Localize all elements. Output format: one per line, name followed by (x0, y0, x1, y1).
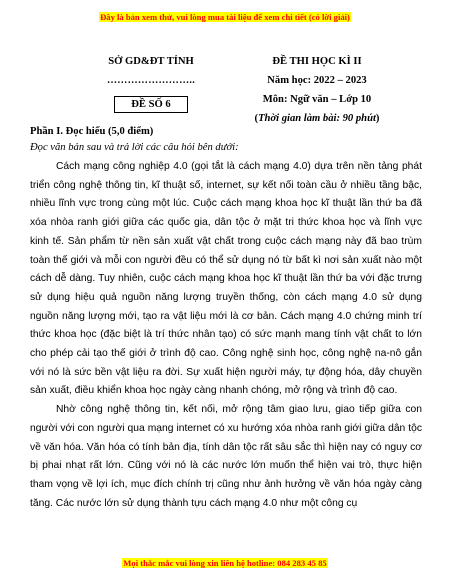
exam-code-box: ĐỀ SỐ 6 (114, 96, 187, 113)
exam-title: ĐỀ THI HỌC KÌ II (272, 56, 362, 67)
hotline-notice-bottom (0, 553, 450, 571)
duration (232, 109, 402, 128)
passage-paragraph-1: Cách mạng công nghiệp 4.0 (gọi tắt là cách mạng 4.0) dựa trên nền tảng phát triển công nghệ thông tin, kĩ thuật số, internet, sự kết nối toàn cầu ở nhiều tầng bậc, nhiều lĩnh vực trong cùng một lúc. Cuộc cách mạng khoa học kĩ thuật lần thứ ba đã xóa nhòa ranh giới giữa các quốc gia, dân tộc ở mặt tri thức khoa học và lĩnh vực kinh tế. Sản phẩm từ nền sản xuất vật chất trong cuộc cách mạng này đã bao trùm toàn thế giới và mỗi con người đều có thể sử dụng nó từ bất kì nơi sản xuất nào một cách dễ dàng. Tuy nhiên, cuộc cách mạng khoa học kĩ thuật lần thứ ba với đặc trưng sử dụng hiệu quả nguồn năng lượng truyền thống, còn cách mạng 4.0 sử dụng nguồn năng lượng mới, tạo ra vật liệu mới là cơ bản. Cách mạng 4.0 chứng minh trí thức khoa học (đặc biệt là trí thức nhân tạo) có sức mạnh mang tính vật chất to lớn cho phép cải tạo thế giới ở trình độ cao. Công nghệ sinh học, công nghệ na-nô gắn với nó là sức bền vật liệu ra đời. Sự xuất hiện người máy, tự động hóa, dây chuyền sản xuất, điều khiển khoa học ngày càng nhanh chóng, mở rộng và trình độ cao. (30, 161, 422, 397)
passage-paragraph-2: Nhờ công nghệ thông tin, kết nối, mở rộng tâm giao lưu, giao tiếp giữa con người với con người qua mạng internet có xu hướng xóa nhòa ranh giới giữa dân tộc về văn hóa. Văn hóa có tính bản địa, tính dân tộc rất sâu sắc thì hiện nay có nguy cơ bị phai nhạt rất lớn. Cũng với nó là các nước lớn muốn thể hiện vai trò, thực hiện tham vọng về lợi ích, mục đích chính trị cũng như ảnh hưởng về văn hóa ngày càng tăng. Các nước lớn sử dụng thành tựu cách mạng 4.0 như một công cụ (30, 404, 422, 509)
duration-close: ) (375, 113, 380, 124)
header-left (76, 52, 226, 113)
department-name: SỞ GD&ĐT TỈNH (108, 56, 194, 67)
header-right (232, 52, 402, 128)
duration-open: ( (254, 113, 259, 124)
preview-notice-text: Đây là bản xem thử, vui lòng mua tài liệu để xem chi tiết (có lời giải) (100, 12, 350, 22)
province-dots: …………………….. (107, 75, 195, 86)
part1-instruction: Đọc văn bản sau và trả lời các câu hỏi bên dưới: (30, 142, 239, 153)
preview-notice-top (0, 7, 450, 25)
part1-title: Phần I. Đọc hiểu (5,0 điểm) (30, 126, 154, 137)
school-year: Năm học: 2022 – 2023 (267, 75, 367, 86)
reading-passage (30, 158, 422, 513)
duration-text: Thời gian làm bài: 90 phút (258, 113, 376, 124)
subject: Môn: Ngữ văn – Lớp 10 (262, 94, 372, 105)
hotline-notice-text: Mọi thắc mắc vui lòng xin liên hệ hotline: 084 283 45 85 (123, 558, 327, 568)
